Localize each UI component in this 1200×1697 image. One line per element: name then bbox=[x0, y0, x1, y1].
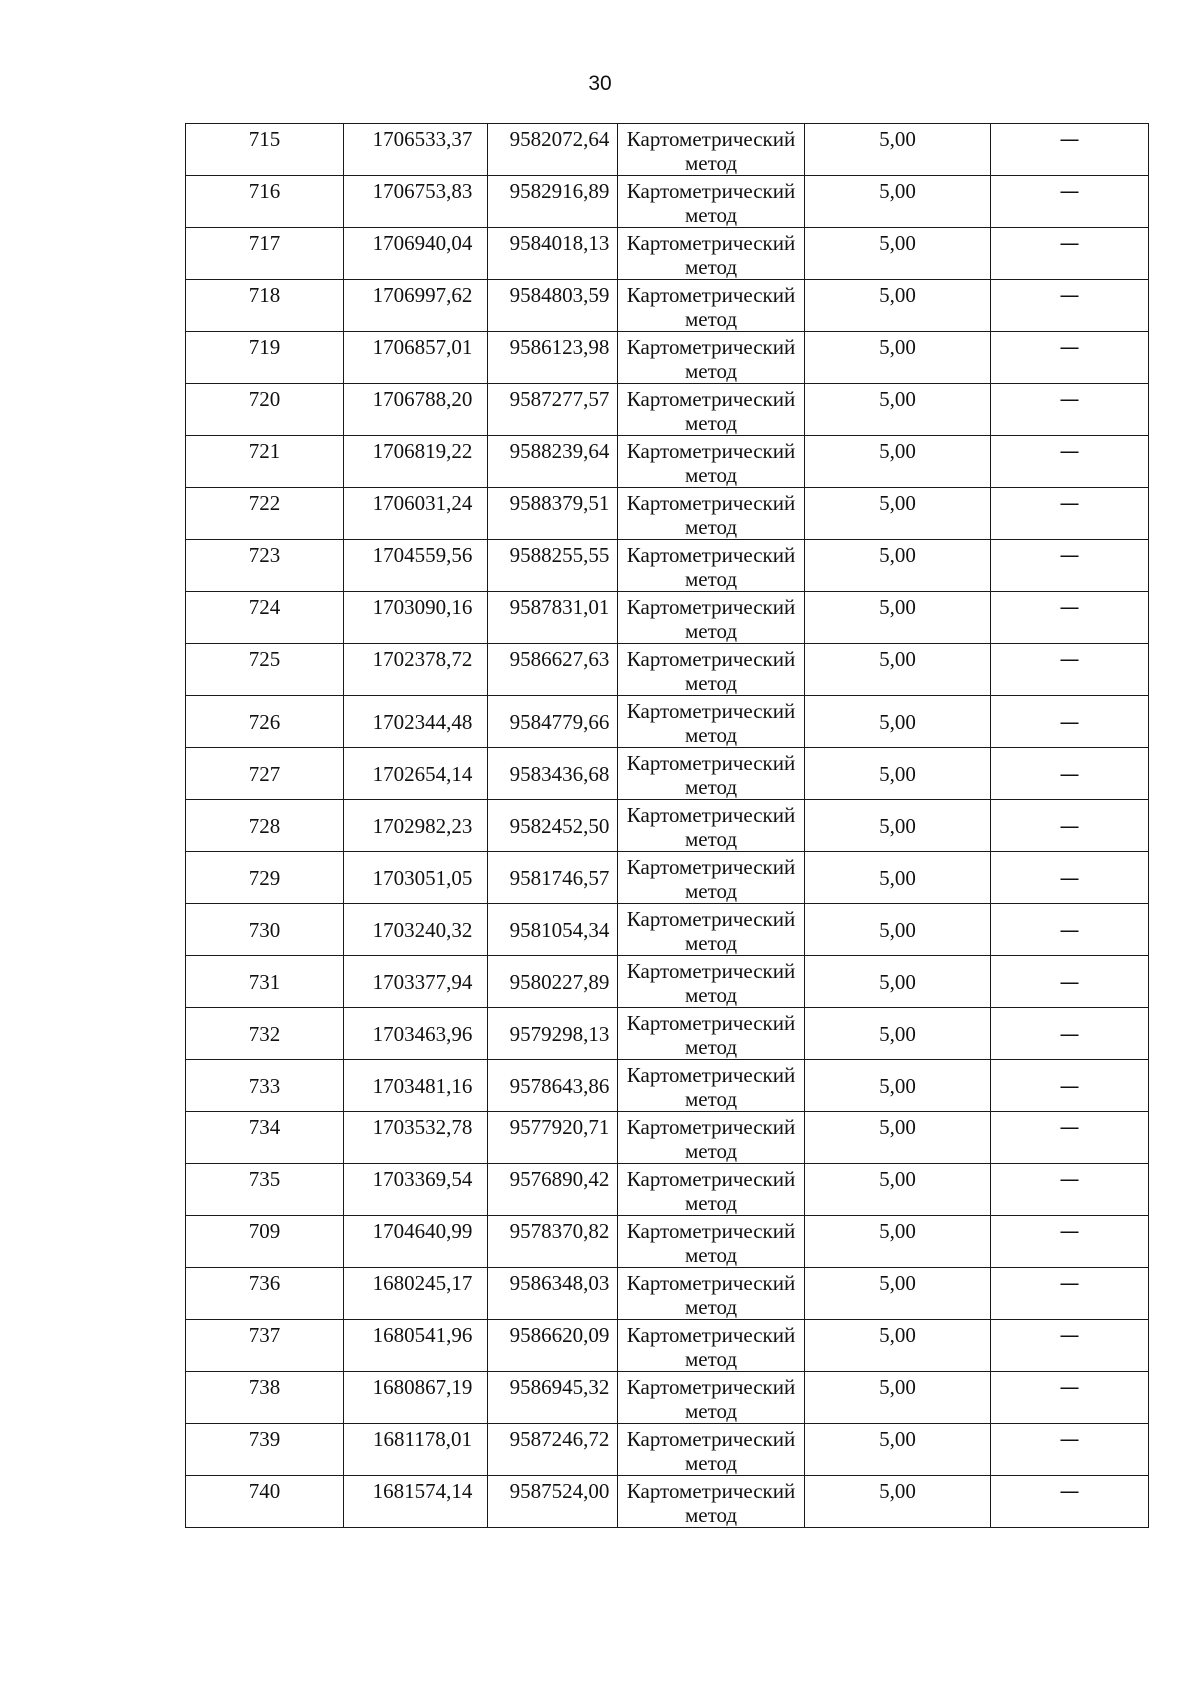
note-cell: — bbox=[991, 228, 1149, 280]
table-row bbox=[186, 228, 1149, 280]
method-cell bbox=[618, 332, 805, 384]
method-line-secondary: метод bbox=[684, 1503, 738, 1527]
note-cell: — bbox=[991, 1060, 1149, 1112]
y-coordinate-cell: 9582916,89 bbox=[488, 176, 618, 228]
method-line-secondary: метод bbox=[684, 255, 738, 279]
method-line-secondary: метод bbox=[684, 827, 738, 851]
precision-cell: 5,00 bbox=[805, 800, 991, 852]
precision-cell: 5,00 bbox=[805, 488, 991, 540]
table-row bbox=[186, 384, 1149, 436]
y-coordinate-cell: 9581746,57 bbox=[488, 852, 618, 904]
y-coordinate-cell: 9586620,09 bbox=[488, 1320, 618, 1372]
method-line-secondary: метод bbox=[684, 1139, 738, 1163]
precision-cell: 5,00 bbox=[805, 696, 991, 748]
precision-cell: 5,00 bbox=[805, 384, 991, 436]
point-number-cell: 719 bbox=[186, 332, 344, 384]
method-line-primary: Картометрический bbox=[626, 1323, 796, 1347]
x-coordinate-cell: 1706819,22 bbox=[344, 436, 488, 488]
method-line-secondary: метод bbox=[684, 983, 738, 1007]
table-row bbox=[186, 1112, 1149, 1164]
x-coordinate-cell: 1702982,23 bbox=[344, 800, 488, 852]
method-line-secondary: метод bbox=[684, 463, 738, 487]
method-cell bbox=[618, 280, 805, 332]
method-cell bbox=[618, 540, 805, 592]
precision-cell: 5,00 bbox=[805, 1320, 991, 1372]
note-cell: — bbox=[991, 332, 1149, 384]
y-coordinate-cell: 9588379,51 bbox=[488, 488, 618, 540]
point-number-cell: 722 bbox=[186, 488, 344, 540]
y-coordinate-cell: 9584018,13 bbox=[488, 228, 618, 280]
method-line-secondary: метод bbox=[684, 879, 738, 903]
table-row bbox=[186, 800, 1149, 852]
coordinates-table bbox=[185, 123, 1149, 1528]
y-coordinate-cell: 9577920,71 bbox=[488, 1112, 618, 1164]
point-number-cell: 738 bbox=[186, 1372, 344, 1424]
table-row bbox=[186, 1060, 1149, 1112]
method-cell bbox=[618, 1008, 805, 1060]
method-line-secondary: метод bbox=[684, 775, 738, 799]
method-line-primary: Картометрический bbox=[626, 491, 796, 515]
point-number-cell: 726 bbox=[186, 696, 344, 748]
note-cell: — bbox=[991, 748, 1149, 800]
method-line-secondary: метод bbox=[684, 307, 738, 331]
method-line-secondary: метод bbox=[684, 1347, 738, 1371]
method-cell bbox=[618, 644, 805, 696]
method-cell bbox=[618, 436, 805, 488]
x-coordinate-cell: 1703240,32 bbox=[344, 904, 488, 956]
note-cell: — bbox=[991, 488, 1149, 540]
x-coordinate-cell: 1703090,16 bbox=[344, 592, 488, 644]
page-number: 30 bbox=[588, 72, 612, 95]
note-cell: — bbox=[991, 436, 1149, 488]
method-cell bbox=[618, 1320, 805, 1372]
table-row bbox=[186, 436, 1149, 488]
y-coordinate-cell: 9586123,98 bbox=[488, 332, 618, 384]
method-cell bbox=[618, 1216, 805, 1268]
y-coordinate-cell: 9584803,59 bbox=[488, 280, 618, 332]
x-coordinate-cell: 1702344,48 bbox=[344, 696, 488, 748]
method-line-primary: Картометрический bbox=[626, 1063, 796, 1087]
method-line-secondary: метод bbox=[684, 151, 738, 175]
note-cell: — bbox=[991, 540, 1149, 592]
x-coordinate-cell: 1706940,04 bbox=[344, 228, 488, 280]
y-coordinate-cell: 9584779,66 bbox=[488, 696, 618, 748]
method-line-secondary: метод bbox=[684, 1399, 738, 1423]
note-cell: — bbox=[991, 644, 1149, 696]
point-number-cell: 737 bbox=[186, 1320, 344, 1372]
method-line-primary: Картометрический bbox=[626, 803, 796, 827]
point-number-cell: 723 bbox=[186, 540, 344, 592]
method-line-primary: Картометрический bbox=[626, 179, 796, 203]
precision-cell: 5,00 bbox=[805, 956, 991, 1008]
method-line-secondary: метод bbox=[684, 515, 738, 539]
method-line-secondary: метод bbox=[684, 1243, 738, 1267]
table-row bbox=[186, 332, 1149, 384]
y-coordinate-cell: 9586348,03 bbox=[488, 1268, 618, 1320]
method-cell bbox=[618, 124, 805, 176]
note-cell: — bbox=[991, 1424, 1149, 1476]
point-number-cell: 729 bbox=[186, 852, 344, 904]
note-cell: — bbox=[991, 1164, 1149, 1216]
x-coordinate-cell: 1680245,17 bbox=[344, 1268, 488, 1320]
y-coordinate-cell: 9587831,01 bbox=[488, 592, 618, 644]
x-coordinate-cell: 1706997,62 bbox=[344, 280, 488, 332]
point-number-cell: 736 bbox=[186, 1268, 344, 1320]
note-cell: — bbox=[991, 1216, 1149, 1268]
precision-cell: 5,00 bbox=[805, 1112, 991, 1164]
table-row bbox=[186, 488, 1149, 540]
table-row bbox=[186, 644, 1149, 696]
note-cell: — bbox=[991, 904, 1149, 956]
point-number-cell: 728 bbox=[186, 800, 344, 852]
method-line-secondary: метод bbox=[684, 1087, 738, 1111]
note-cell: — bbox=[991, 1268, 1149, 1320]
note-cell: — bbox=[991, 384, 1149, 436]
y-coordinate-cell: 9581054,34 bbox=[488, 904, 618, 956]
x-coordinate-cell: 1703051,05 bbox=[344, 852, 488, 904]
method-cell bbox=[618, 800, 805, 852]
x-coordinate-cell: 1706031,24 bbox=[344, 488, 488, 540]
point-number-cell: 716 bbox=[186, 176, 344, 228]
method-line-primary: Картометрический bbox=[626, 231, 796, 255]
method-line-primary: Картометрический bbox=[626, 1115, 796, 1139]
point-number-cell: 735 bbox=[186, 1164, 344, 1216]
x-coordinate-cell: 1706788,20 bbox=[344, 384, 488, 436]
x-coordinate-cell: 1704559,56 bbox=[344, 540, 488, 592]
point-number-cell: 727 bbox=[186, 748, 344, 800]
method-line-secondary: метод bbox=[684, 1295, 738, 1319]
point-number-cell: 718 bbox=[186, 280, 344, 332]
table-row bbox=[186, 280, 1149, 332]
method-line-primary: Картометрический bbox=[626, 1479, 796, 1503]
y-coordinate-cell: 9576890,42 bbox=[488, 1164, 618, 1216]
y-coordinate-cell: 9587246,72 bbox=[488, 1424, 618, 1476]
precision-cell: 5,00 bbox=[805, 1372, 991, 1424]
x-coordinate-cell: 1681178,01 bbox=[344, 1424, 488, 1476]
method-line-secondary: метод bbox=[684, 723, 738, 747]
note-cell: — bbox=[991, 800, 1149, 852]
method-cell bbox=[618, 1112, 805, 1164]
x-coordinate-cell: 1706533,37 bbox=[344, 124, 488, 176]
method-line-primary: Картометрический bbox=[626, 595, 796, 619]
note-cell: — bbox=[991, 1112, 1149, 1164]
method-cell bbox=[618, 852, 805, 904]
method-line-secondary: метод bbox=[684, 411, 738, 435]
note-cell: — bbox=[991, 1008, 1149, 1060]
x-coordinate-cell: 1680541,96 bbox=[344, 1320, 488, 1372]
table-row bbox=[186, 1008, 1149, 1060]
x-coordinate-cell: 1706753,83 bbox=[344, 176, 488, 228]
precision-cell: 5,00 bbox=[805, 436, 991, 488]
method-line-secondary: метод bbox=[684, 1451, 738, 1475]
method-cell bbox=[618, 956, 805, 1008]
method-cell bbox=[618, 488, 805, 540]
precision-cell: 5,00 bbox=[805, 1424, 991, 1476]
table-row bbox=[186, 1268, 1149, 1320]
coordinates-table-body bbox=[186, 124, 1149, 1528]
method-line-secondary: метод bbox=[684, 203, 738, 227]
method-cell bbox=[618, 592, 805, 644]
x-coordinate-cell: 1680867,19 bbox=[344, 1372, 488, 1424]
x-coordinate-cell: 1702654,14 bbox=[344, 748, 488, 800]
point-number-cell: 709 bbox=[186, 1216, 344, 1268]
y-coordinate-cell: 9583436,68 bbox=[488, 748, 618, 800]
x-coordinate-cell: 1703369,54 bbox=[344, 1164, 488, 1216]
method-line-primary: Картометрический bbox=[626, 387, 796, 411]
method-cell bbox=[618, 1476, 805, 1528]
y-coordinate-cell: 9588239,64 bbox=[488, 436, 618, 488]
method-cell bbox=[618, 1372, 805, 1424]
method-line-secondary: метод bbox=[684, 1191, 738, 1215]
precision-cell: 5,00 bbox=[805, 124, 991, 176]
method-cell bbox=[618, 1060, 805, 1112]
method-cell bbox=[618, 748, 805, 800]
method-line-primary: Картометрический bbox=[626, 855, 796, 879]
precision-cell: 5,00 bbox=[805, 332, 991, 384]
table-row bbox=[186, 1320, 1149, 1372]
y-coordinate-cell: 9582452,50 bbox=[488, 800, 618, 852]
note-cell: — bbox=[991, 956, 1149, 1008]
table-row bbox=[186, 696, 1149, 748]
point-number-cell: 725 bbox=[186, 644, 344, 696]
table-row bbox=[186, 1216, 1149, 1268]
table-row bbox=[186, 1372, 1149, 1424]
method-line-primary: Картометрический bbox=[626, 699, 796, 723]
method-line-primary: Картометрический bbox=[626, 283, 796, 307]
method-cell bbox=[618, 1164, 805, 1216]
x-coordinate-cell: 1703481,16 bbox=[344, 1060, 488, 1112]
method-line-primary: Картометрический bbox=[626, 439, 796, 463]
y-coordinate-cell: 9578643,86 bbox=[488, 1060, 618, 1112]
point-number-cell: 717 bbox=[186, 228, 344, 280]
method-line-primary: Картометрический bbox=[626, 751, 796, 775]
y-coordinate-cell: 9586945,32 bbox=[488, 1372, 618, 1424]
note-cell: — bbox=[991, 1372, 1149, 1424]
method-cell bbox=[618, 696, 805, 748]
method-line-secondary: метод bbox=[684, 359, 738, 383]
precision-cell: 5,00 bbox=[805, 904, 991, 956]
point-number-cell: 724 bbox=[186, 592, 344, 644]
note-cell: — bbox=[991, 280, 1149, 332]
method-line-secondary: метод bbox=[684, 619, 738, 643]
precision-cell: 5,00 bbox=[805, 748, 991, 800]
note-cell: — bbox=[991, 592, 1149, 644]
table-row bbox=[186, 1424, 1149, 1476]
point-number-cell: 732 bbox=[186, 1008, 344, 1060]
y-coordinate-cell: 9579298,13 bbox=[488, 1008, 618, 1060]
method-line-primary: Картометрический bbox=[626, 907, 796, 931]
note-cell: — bbox=[991, 1476, 1149, 1528]
table-row bbox=[186, 852, 1149, 904]
note-cell: — bbox=[991, 176, 1149, 228]
x-coordinate-cell: 1681574,14 bbox=[344, 1476, 488, 1528]
method-cell bbox=[618, 228, 805, 280]
table-row bbox=[186, 956, 1149, 1008]
point-number-cell: 731 bbox=[186, 956, 344, 1008]
x-coordinate-cell: 1703377,94 bbox=[344, 956, 488, 1008]
table-row bbox=[186, 124, 1149, 176]
y-coordinate-cell: 9586627,63 bbox=[488, 644, 618, 696]
precision-cell: 5,00 bbox=[805, 1268, 991, 1320]
method-line-primary: Картометрический bbox=[626, 1167, 796, 1191]
precision-cell: 5,00 bbox=[805, 540, 991, 592]
method-line-primary: Картометрический bbox=[626, 335, 796, 359]
method-line-primary: Картометрический bbox=[626, 1219, 796, 1243]
method-line-secondary: метод bbox=[684, 671, 738, 695]
x-coordinate-cell: 1704640,99 bbox=[344, 1216, 488, 1268]
table-row bbox=[186, 1476, 1149, 1528]
method-line-primary: Картометрический bbox=[626, 959, 796, 983]
point-number-cell: 730 bbox=[186, 904, 344, 956]
precision-cell: 5,00 bbox=[805, 592, 991, 644]
method-line-primary: Картометрический bbox=[626, 543, 796, 567]
x-coordinate-cell: 1706857,01 bbox=[344, 332, 488, 384]
precision-cell: 5,00 bbox=[805, 280, 991, 332]
note-cell: — bbox=[991, 124, 1149, 176]
method-cell bbox=[618, 1424, 805, 1476]
method-line-primary: Картометрический bbox=[626, 127, 796, 151]
method-line-primary: Картометрический bbox=[626, 1427, 796, 1451]
point-number-cell: 720 bbox=[186, 384, 344, 436]
note-cell: — bbox=[991, 852, 1149, 904]
method-cell bbox=[618, 1268, 805, 1320]
method-line-secondary: метод bbox=[684, 931, 738, 955]
precision-cell: 5,00 bbox=[805, 1008, 991, 1060]
precision-cell: 5,00 bbox=[805, 1216, 991, 1268]
y-coordinate-cell: 9582072,64 bbox=[488, 124, 618, 176]
precision-cell: 5,00 bbox=[805, 228, 991, 280]
x-coordinate-cell: 1703532,78 bbox=[344, 1112, 488, 1164]
method-cell bbox=[618, 904, 805, 956]
method-line-primary: Картометрический bbox=[626, 1011, 796, 1035]
method-line-primary: Картометрический bbox=[626, 647, 796, 671]
precision-cell: 5,00 bbox=[805, 852, 991, 904]
point-number-cell: 733 bbox=[186, 1060, 344, 1112]
y-coordinate-cell: 9580227,89 bbox=[488, 956, 618, 1008]
precision-cell: 5,00 bbox=[805, 176, 991, 228]
precision-cell: 5,00 bbox=[805, 1476, 991, 1528]
point-number-cell: 739 bbox=[186, 1424, 344, 1476]
table-row bbox=[186, 748, 1149, 800]
table-row bbox=[186, 1164, 1149, 1216]
point-number-cell: 721 bbox=[186, 436, 344, 488]
table-row bbox=[186, 904, 1149, 956]
method-line-primary: Картометрический bbox=[626, 1375, 796, 1399]
table-row bbox=[186, 176, 1149, 228]
point-number-cell: 715 bbox=[186, 124, 344, 176]
method-cell bbox=[618, 176, 805, 228]
precision-cell: 5,00 bbox=[805, 644, 991, 696]
point-number-cell: 734 bbox=[186, 1112, 344, 1164]
precision-cell: 5,00 bbox=[805, 1060, 991, 1112]
y-coordinate-cell: 9588255,55 bbox=[488, 540, 618, 592]
method-cell bbox=[618, 384, 805, 436]
table-row bbox=[186, 592, 1149, 644]
method-line-primary: Картометрический bbox=[626, 1271, 796, 1295]
method-line-secondary: метод bbox=[684, 567, 738, 591]
precision-cell: 5,00 bbox=[805, 1164, 991, 1216]
y-coordinate-cell: 9587524,00 bbox=[488, 1476, 618, 1528]
y-coordinate-cell: 9578370,82 bbox=[488, 1216, 618, 1268]
note-cell: — bbox=[991, 1320, 1149, 1372]
point-number-cell: 740 bbox=[186, 1476, 344, 1528]
table-row bbox=[186, 540, 1149, 592]
note-cell: — bbox=[991, 696, 1149, 748]
method-line-secondary: метод bbox=[684, 1035, 738, 1059]
y-coordinate-cell: 9587277,57 bbox=[488, 384, 618, 436]
x-coordinate-cell: 1702378,72 bbox=[344, 644, 488, 696]
x-coordinate-cell: 1703463,96 bbox=[344, 1008, 488, 1060]
